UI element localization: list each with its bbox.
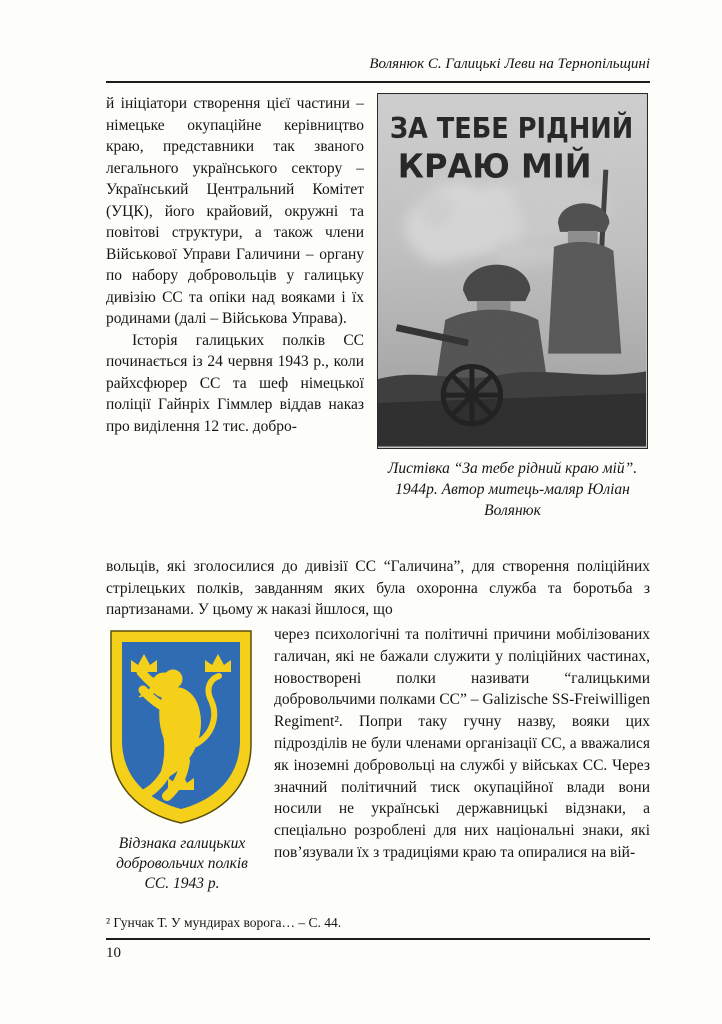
insignia-figure xyxy=(106,626,258,894)
body-wrap-paragraph: через психологічні та політичні причини мобілізованих галичан, які не бажали служити у поліційних частинах, новостворені полки називати “галицькими добровольчими полками СС” – Galizische SS-Freiwilligen Regiment². Попри таку гучну назву, вояки цих підрозділів не були членами організації СС, а вважалися як іноземні добровольці на службі у військах СС. Через значний політичний тиск окупаційної влади вони носили не українські державницькі відзнаки, а спеціально розроблені для них національні знаки, які пов’язували їх з традиціями краю та опиралися на вій- xyxy=(274,626,650,861)
insignia-caption: Відзнака галицьких добровольчих полків СС. 1943 р. xyxy=(116,835,248,892)
paragraph-1: й ініціатори створення цієї частини – німецьке окупаційне керівництво краю, представники так званого легального українського сектору – Український Центральний Комітет (УЦК), його крайовий, окружні та повітові структури, а також члени Військової Управи Галичини – органу по набору добровольців у галицьку дивізію СС та опіки над вояками і їх родинами (далі – Військова Управа). xyxy=(106,95,364,327)
poster-image xyxy=(377,93,648,449)
body-full-paragraph: вольців, які зголосилися до дивізії СС “Галичина”, для створення поліційних стрілецьких полків, завданням яких була охоронна служба та боротьба з партизанами. У цьому ж наказі йшлося, що xyxy=(106,558,650,618)
poster-caption: Листівка “За тебе рідний краю мій”. 1944р. Автор митець-маляр Юліан Волянюк xyxy=(387,460,638,519)
poster-artwork xyxy=(378,94,646,447)
body-wrap-section xyxy=(106,624,650,920)
insignia-shield-image xyxy=(106,626,256,826)
page-number: 10 xyxy=(106,945,121,961)
footer-rule xyxy=(106,938,650,940)
body-left-column xyxy=(106,93,364,551)
header-rule xyxy=(106,81,650,83)
halftone-grain xyxy=(378,94,646,446)
footnote: ² Гунчак Т. У мундирах ворога… – С. 44. xyxy=(106,915,342,930)
header-running-title: Волянюк С. Галицькі Леви на Тернопільщині xyxy=(369,56,650,72)
poster-figure xyxy=(377,93,648,521)
paragraph-2: Історія галицьких полків СС починається із 24 червня 1943 р., коли райхсфюрер СС та шеф німецької поліції Гайнріх Гіммлер віддав наказ про виділення 12 тис. добро- xyxy=(106,331,364,435)
